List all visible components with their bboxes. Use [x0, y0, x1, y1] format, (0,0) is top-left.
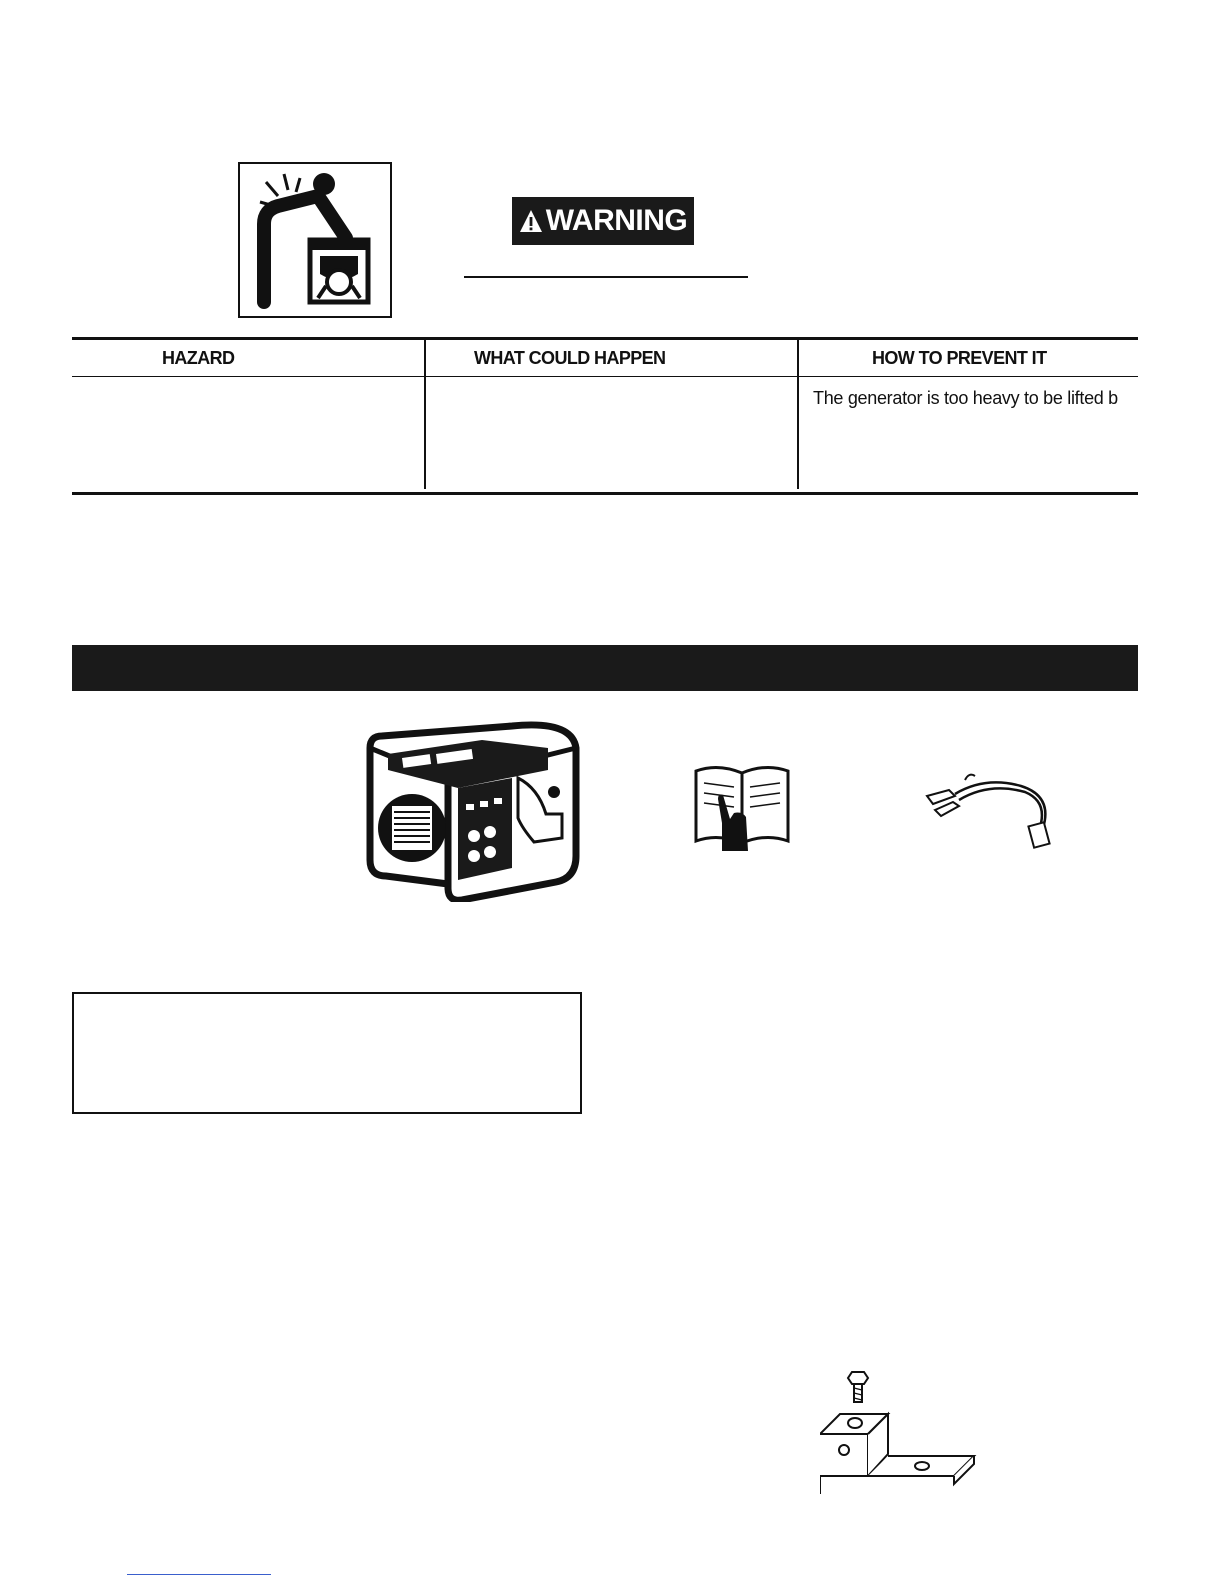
hazard-table: [72, 337, 1138, 495]
header-what-could-happen: WHAT COULD HAPPEN: [474, 348, 666, 368]
battery-cable-icon: [925, 766, 1063, 850]
column-divider: [424, 340, 426, 489]
footer-link-underline[interactable]: [127, 1574, 271, 1575]
prevent-cell-text: The generator is too heavy to be lifted b: [813, 388, 1118, 408]
note-box: [72, 992, 582, 1114]
mounting-bracket-illustration: [820, 1370, 982, 1494]
column-divider: [797, 340, 799, 489]
generator-illustration: [362, 718, 590, 902]
warning-badge: [512, 197, 694, 245]
header-how-to-prevent: HOW TO PREVENT IT: [872, 348, 1047, 368]
owners-manual-icon: [692, 763, 792, 851]
heavy-lift-hazard-icon: [238, 162, 392, 318]
header-hazard: HAZARD: [162, 348, 235, 368]
warning-triangle-icon: [519, 209, 543, 233]
section-header-bar: [72, 645, 1138, 691]
title-underline: [464, 276, 748, 278]
warning-label: WARNING: [545, 204, 688, 237]
